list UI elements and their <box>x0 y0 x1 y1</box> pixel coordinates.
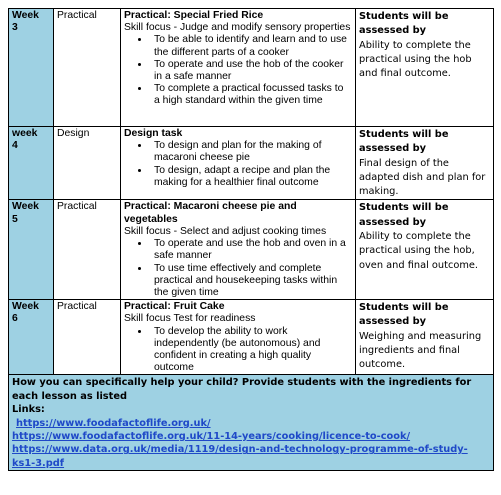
week-cell <box>9 9 54 127</box>
assessment-text: Ability to complete the practical using the hob and final outcome. <box>359 39 472 80</box>
assessment-cell <box>356 127 494 200</box>
week-cell <box>9 300 54 375</box>
objectives-list <box>124 326 352 375</box>
assessment-cell <box>356 9 494 127</box>
skill-focus: Skill focus Test for readiness <box>124 313 256 325</box>
week-cell <box>9 200 54 300</box>
week-number: 5 <box>12 213 18 225</box>
objectives-list <box>124 140 352 189</box>
skill-focus: Skill focus - Select and adjust cooking times <box>124 225 327 237</box>
assessment-cell <box>356 300 494 375</box>
link-dt-programme-of-study[interactable]: https://www.data.org.uk/media/1119/design-and-technology-programme-of-study-ks1-3.pdf <box>12 444 468 469</box>
assessment-heading: Students will be assessed by <box>359 11 449 37</box>
lesson-type: Practical <box>54 9 121 127</box>
list-item: • To design and plan for the making of macaroni cheese pie <box>150 140 352 164</box>
week-label: Week <box>12 10 39 21</box>
assessment-text: Final design of the adapted dish and plan for making. <box>359 157 486 198</box>
assessment-text: Ability to complete the practical using the hob, oven and final outcome. <box>359 231 479 271</box>
link-licence-to-cook[interactable]: https://www.foodafactoflife.org.uk/11-14-years/cooking/licence-to-cook/ <box>12 430 411 442</box>
lesson-type: Practical <box>54 200 121 300</box>
links-label: Links: <box>12 404 45 416</box>
week-label: Week <box>12 201 39 213</box>
table-row <box>9 127 494 200</box>
lesson-plan-table-container <box>8 8 493 471</box>
lesson-content <box>121 9 356 127</box>
lesson-plan-table <box>8 8 494 471</box>
link-food-a-fact-of-life[interactable]: https://www.foodafactoflife.org.uk/ <box>16 417 211 429</box>
assessment-cell <box>356 200 494 300</box>
list-item: • To complete a practical focussed tasks to a high standard within the given time <box>150 83 352 107</box>
list-item: • To operate and use the hob of the cooker in a safe manner <box>150 59 352 83</box>
skill-focus: Skill focus - Judge and modify sensory properties <box>124 22 351 34</box>
objectives-list <box>124 34 352 107</box>
lesson-title: Practical: Macaroni cheese pie and vegetables <box>124 201 297 225</box>
lesson-title: Practical: Fruit Cake <box>124 301 225 313</box>
footer-cell <box>9 375 494 471</box>
objectives-list <box>124 238 352 299</box>
lesson-title: Design task <box>124 128 183 139</box>
list-item: • To be able to identify and learn and to use the different parts of a cooker <box>150 34 352 58</box>
assessment-text: Weighing and measuring ingredients and final outcome. <box>359 330 482 371</box>
lesson-content <box>121 127 356 200</box>
assessment-heading: Students will be assessed by <box>359 129 449 155</box>
week-label: Week <box>12 301 39 313</box>
week-number: 3 <box>12 22 18 34</box>
table-row <box>9 300 494 375</box>
week-label: week <box>12 128 38 139</box>
list-item: • To develop the ability to work independently (be autonomous) and confident in creating a high quality outcome <box>150 326 352 375</box>
assessment-heading: Students will be assessed by <box>359 302 449 328</box>
list-item: • To use time effectively and complete practical and housekeeping tasks within the given time <box>150 263 352 300</box>
list-item: • To design, adapt a recipe and plan the making for a healthier final outcome <box>150 165 352 189</box>
lesson-content <box>121 200 356 300</box>
lesson-content <box>121 300 356 375</box>
table-row <box>9 200 494 300</box>
lesson-type: Practical <box>54 300 121 375</box>
week-number: 4 <box>12 140 18 152</box>
week-number: 6 <box>12 313 18 325</box>
lesson-type: Design <box>54 127 121 200</box>
assessment-heading: Students will be assessed by <box>359 202 449 228</box>
list-item: • To operate and use the hob and oven in a safe manner <box>150 238 352 262</box>
lesson-title: Practical: Special Fried Rice <box>124 10 264 21</box>
table-row <box>9 9 494 127</box>
footer-row <box>9 375 494 471</box>
week-cell <box>9 127 54 200</box>
help-question: How you can specifically help your child? Provide students with the ingredients for each lesson as listed <box>12 377 472 402</box>
